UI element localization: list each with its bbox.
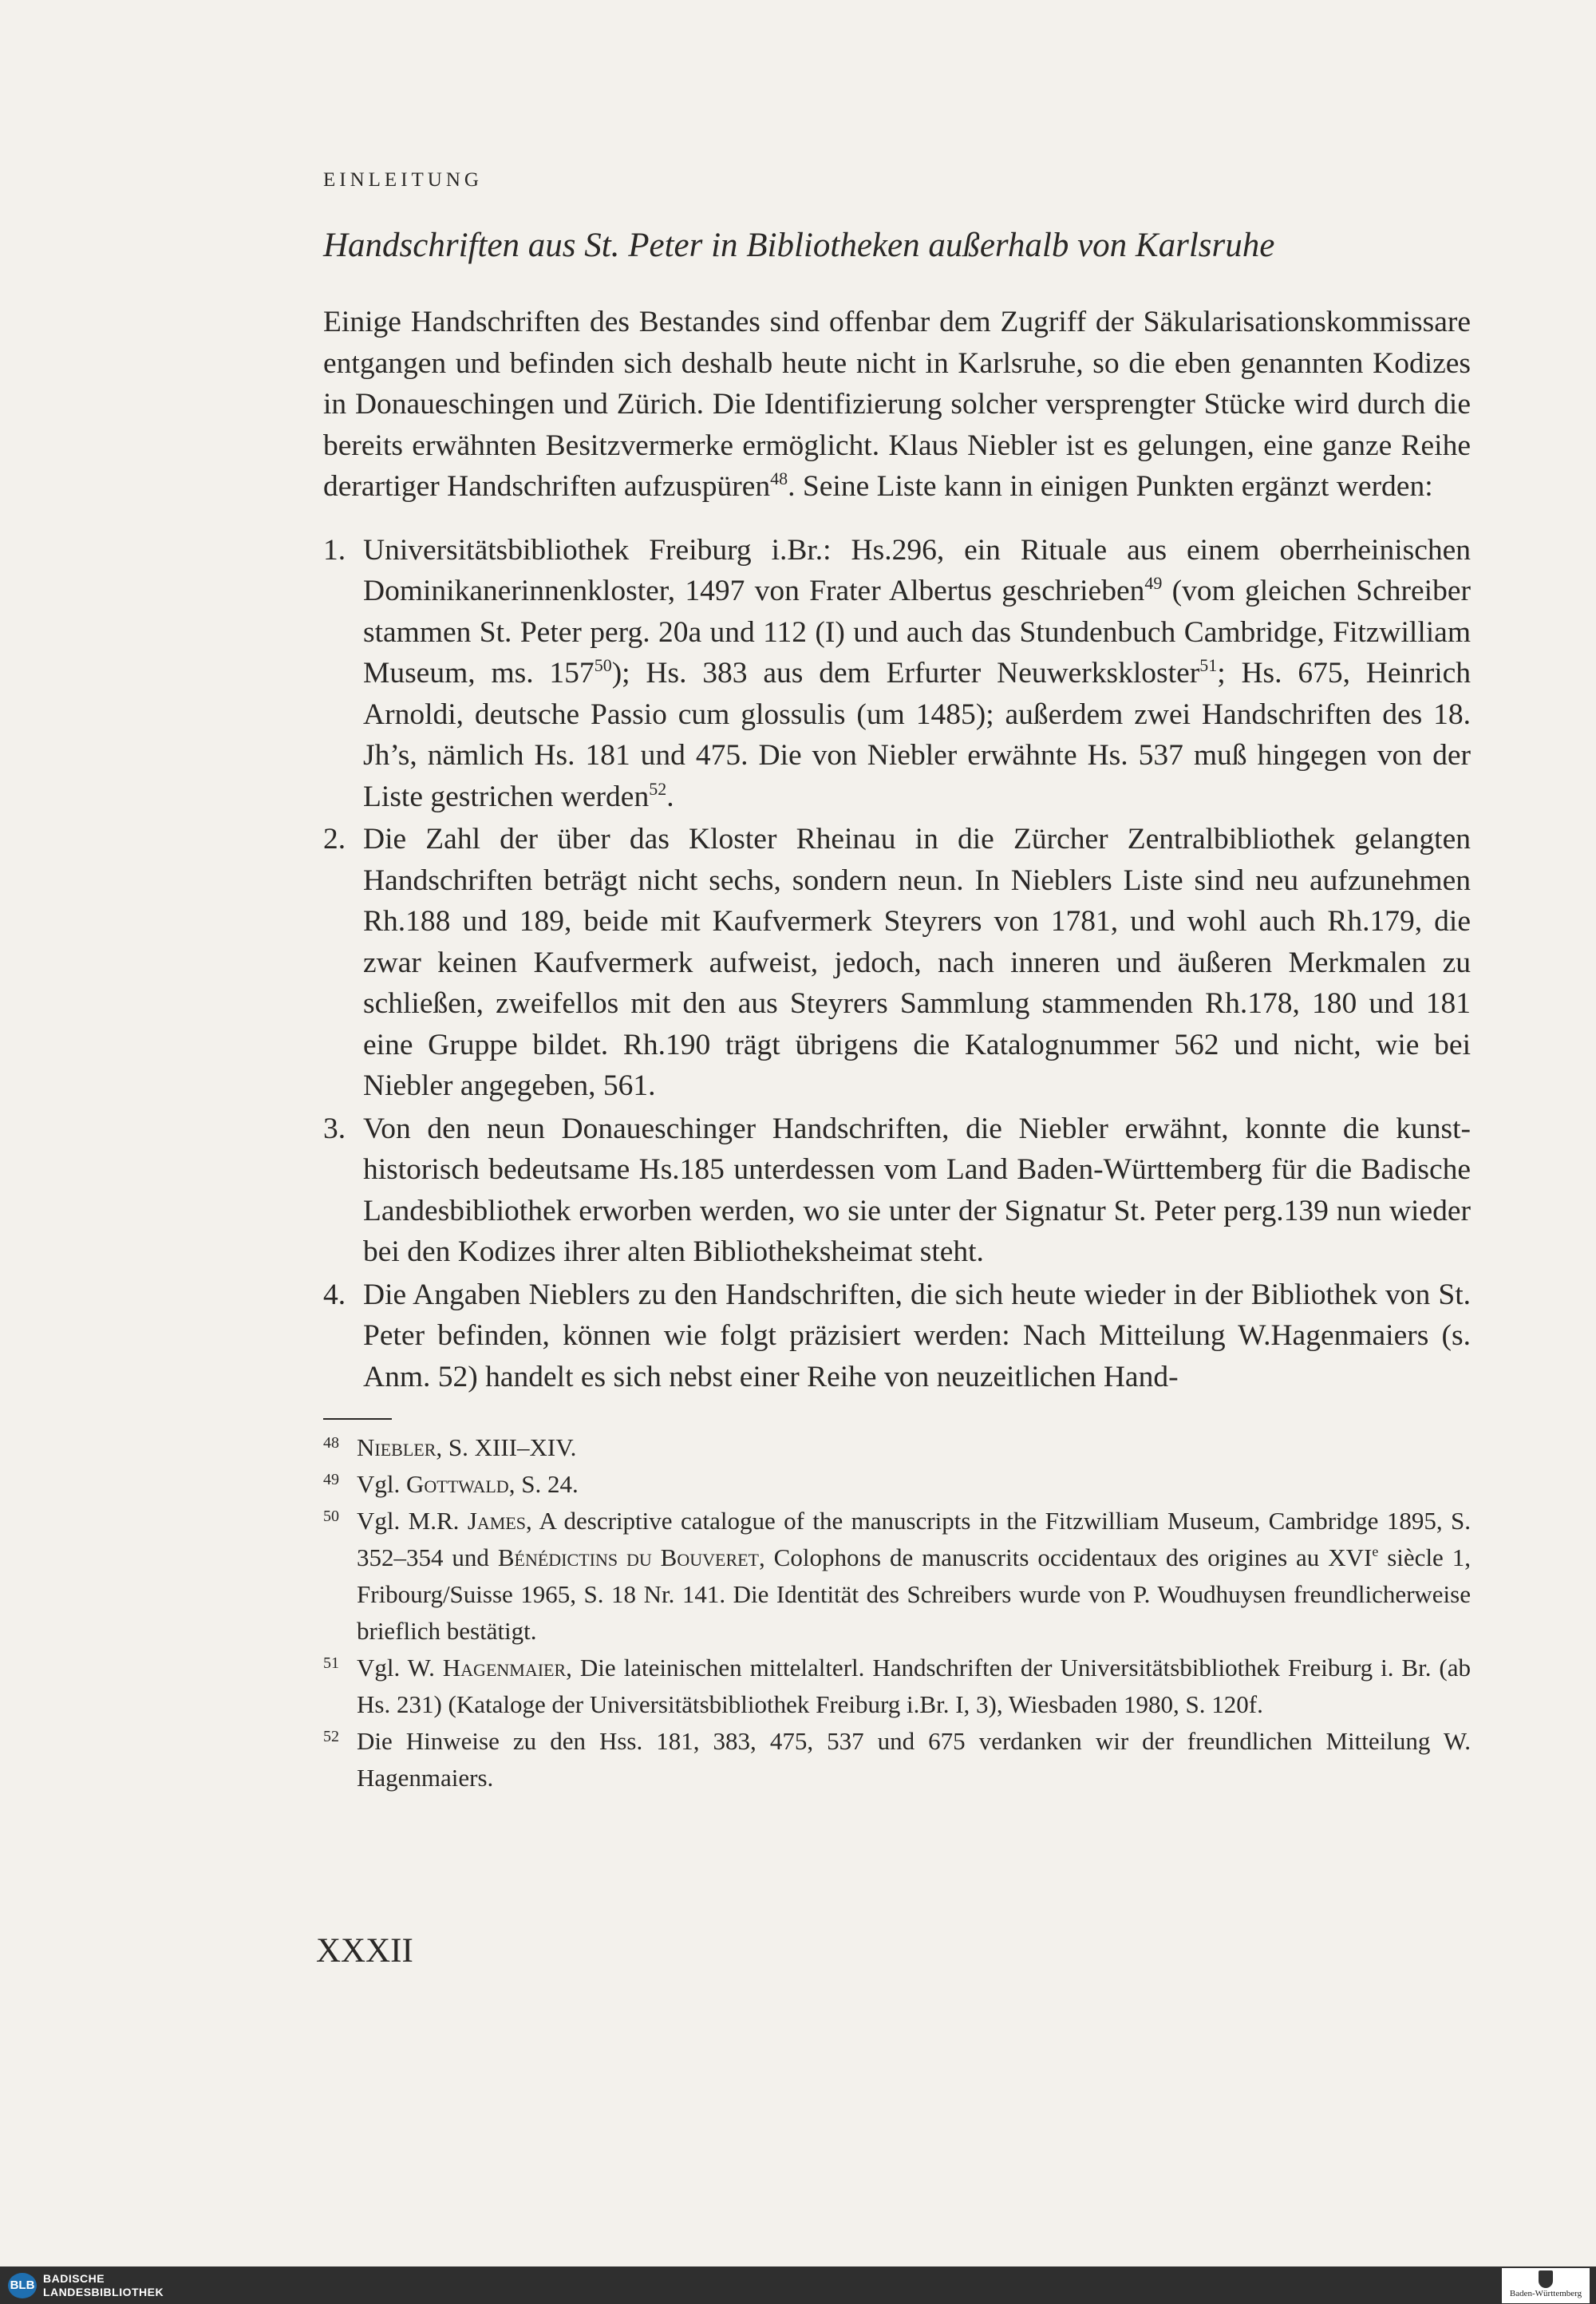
footnote-ref[interactable]: 49 bbox=[1144, 573, 1163, 593]
blb-logo-icon[interactable]: BLB bbox=[8, 2273, 37, 2298]
numbered-list bbox=[323, 530, 1471, 1398]
footnote: 49 Vgl. Gottwald, S. 24. bbox=[323, 1470, 579, 1498]
list-item: 1. Universitätsbibliothek Freiburg i.Br.: Hs.296, ein Rituale aus einem oberrheinischen Dominikanerinnenkloster, 1497 von Frater Albertus geschrieben$^{49}$ (vom gleichen Schreiber stammen St. Peter perg. 20a und 112 (I) und auch das Stundenbuch Cambridge, Fitzwilliam Museum, ms. $157^{50}$); Hs. 383 aus dem Erfurter Neuwerkskloster$^{51}$; Hs. 675, Heinrich Arnoldi, deutsche Passio cum glossulis (um 1485); außerdem zwei Handschriften des 18. Jh’s, nämlich Hs. 181 und 475. Die von Niebler erwähnte Hs. 537 muß hingegen von der Liste gestrichen werden$^{52}$. bbox=[323, 533, 1472, 813]
list-item: 4. Die Angaben Nieblers zu den Handschriften, die sich heute wieder in der Bibliothek von St. Peter befinden, können wie folgt präzisiert werden: Nach Mitteilung W.Hagenmaiers (s. Anm. 52) handelt es sich nebst einer Reihe von neuzeitlichen Hand- bbox=[323, 1278, 1471, 1393]
list-item: 2. Die Zahl der über das Kloster Rheinau in die Zürcher Zentralbibliothek gelangten Handschriften beträgt nicht sechs, sondern neun. In Nieblers Liste sind neu aufzunehmen Rh.188 und 189, beide mit Kaufvermerk Steyrers von 1781, und wohl auch Rh.179, die zwar keinen Kaufvermerk aufweist, jedoch, nach inneren und äußeren Merkmalen zu schließen, zweifellos mit den aus Steyrers Sammlung stammenden Rh.178, 180 und 181 eine Gruppe bildet. Rh.190 trägt übrigens die Katalognummer 562 und nicht, wie bei Niebler angegeben, 561. bbox=[323, 823, 1471, 1102]
list-item: 3. Von den neun Donaueschinger Handschriften, die Niebler erwähnt, konnte die kunsthistorisch bedeutsame Hs.185 unterdessen vom Land Baden-Württemberg für die Badische Landesbibliothek erworben werden, wo sie unter der Signatur St. Peter perg.139 nun wieder bei den Kodizes ihrer alten Bibliotheksheimat steht. bbox=[323, 1112, 1471, 1268]
running-head: EINLEITUNG bbox=[323, 169, 483, 191]
footnote-ref[interactable]: 50 bbox=[594, 655, 612, 675]
viewer-footer bbox=[0, 2266, 1596, 2304]
footnote: 48 Niebler, S. XIII–XIV. bbox=[323, 1433, 577, 1461]
footnote: 50 Vgl. M.R. James, A descriptive catalogue of the manuscripts in the Fitzwilliam Museum, Cambridge 1895, S. 352–354 und Bénédictins du Bouveret, Colophons de manuscrits occidentaux des origines au XVIe siècle 1, Fribourg/Suisse 1965, S. 18 Nr. 141. Die Identität des Schreibers wurde von P. Woudhuysen freundlicherweise brieflich bestätigt. bbox=[323, 1507, 1471, 1645]
coat-of-arms-icon bbox=[1539, 2270, 1553, 2288]
footnote: 51 Vgl. W. Hagenmaier, Die lateinischen mittelalterl. Handschriften der Universitätsbibliothek Freiburg i. Br. (ab Hs. 231) (Kataloge der Universitätsbibliothek Freiburg i.Br. I, 3), Wiesbaden 1980, S. 120f. bbox=[323, 1654, 1471, 1718]
footnotes bbox=[323, 1429, 1471, 1796]
library-name[interactable]: BADISCHE LANDESBIBLIOTHEK bbox=[43, 2272, 164, 2298]
footnote: 52 Die Hinweise zu den Hss. 181, 383, 475, 537 und 675 verdanken wir der freundlichen Mitteilung W. Hagenmaiers. bbox=[323, 1727, 1471, 1792]
footnote-ref[interactable]: 51 bbox=[1199, 655, 1218, 675]
page-number: XXXII bbox=[316, 1932, 413, 1970]
baden-wuerttemberg-logo[interactable]: Baden-Württemberg bbox=[1502, 2268, 1590, 2303]
body-text bbox=[323, 302, 1471, 1796]
section-title: Handschriften aus St. Peter in Bibliotheken außerhalb von Karlsruhe bbox=[323, 227, 1275, 264]
footnote-divider bbox=[323, 1418, 392, 1420]
footnote-ref[interactable]: 48 bbox=[770, 468, 788, 488]
intro-paragraph: Einige Handschriften des Bestandes sind offenbar dem Zugriff der Säkularisationskommissare entgangen und befinden sich deshalb heute nicht in Karlsruhe, so die eben genannten Kodizes in Donaueschingen und Zürich. Die Identifizierung solcher versprengter Stücke wird durch die bereits erwähnten Besitzvermerke ermöglicht. Klaus Niebler ist es gelungen, eine ganze Reihe derartiger Handschriften aufzuspüren$^{48}$. Seine Liste kann in einigen Punkten ergänzt werden: bbox=[323, 306, 1471, 503]
footnote-ref[interactable]: 52 bbox=[649, 778, 667, 799]
